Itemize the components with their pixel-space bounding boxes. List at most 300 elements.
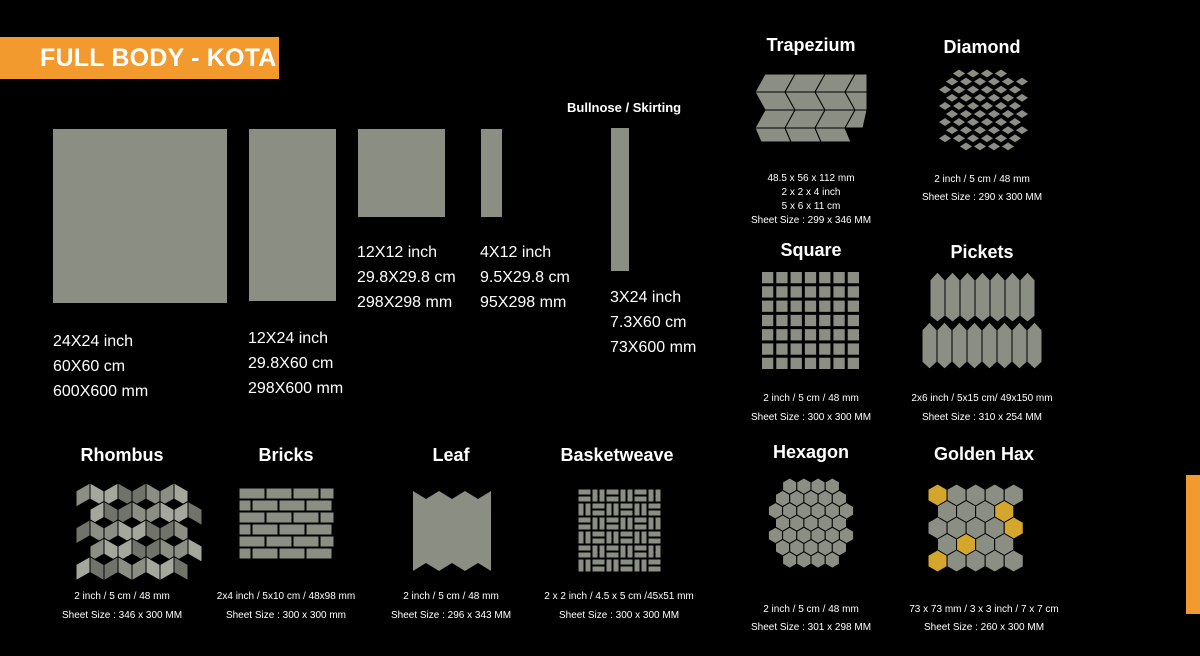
mosaic-piece [606,496,619,502]
spec-line: 4X12 inch [480,244,552,261]
mosaic-piece [599,517,605,530]
caption-line: 2x6 inch / 5x15 cm/ 49x150 mm [911,393,1053,404]
mosaic-piece [959,126,973,135]
caption-line: 2 inch / 5 cm / 48 mm [403,591,499,602]
mosaic-piece [306,524,332,535]
mosaic-piece [634,496,647,502]
mosaic-piece [776,286,788,298]
caption-line: 2 inch / 5 cm / 48 mm [74,591,170,602]
mosaic-piece [776,272,788,284]
basketweave-caption [544,587,694,625]
mosaic-piece [959,93,973,102]
mosaic-piece [620,566,633,572]
rhombus-mosaic [80,483,164,579]
mosaic-piece [833,329,845,341]
spec-line: 7.3X60 cm [610,314,687,331]
mosaic-piece [937,322,952,369]
mosaic-piece [975,272,990,322]
bullnose-label: Bullnose / Skirting [567,100,682,115]
diamond-mosaic [938,69,1028,155]
mosaic-piece [606,559,612,572]
caption-line: Sheet Size : 300 x 300 mm [225,610,347,621]
mosaic-piece [847,329,859,341]
mosaic-piece [266,488,292,499]
mosaic-piece [847,286,859,298]
mosaic-piece [279,524,305,535]
mosaic-piece [592,538,605,544]
diamond-caption [922,171,1042,207]
mosaic-piece [1008,134,1022,143]
caption-line: 2 x 2 x 4 inch [781,187,841,198]
mosaic-piece [790,314,802,326]
spec-12x24 [248,326,343,401]
spec-3x24 [610,285,696,360]
goldenhax-mosaic [928,480,1032,578]
caption-line: Sheet Size : 310 x 254 MM [921,412,1043,423]
tile-12x12 [358,129,445,217]
mosaic-piece [293,488,319,499]
mosaic-piece [938,85,952,94]
mosaic-piece [790,300,802,312]
mosaic-piece [578,524,591,530]
goldenhax-caption [909,601,1059,637]
caption-line: 48.5 x 56 x 112 mm [767,173,855,184]
mosaic-piece [578,489,591,495]
mosaic-piece [922,322,937,369]
mosaic-piece [980,69,994,78]
mosaic-piece [592,566,605,572]
spec-line: 12X24 inch [248,330,329,347]
mosaic-piece [776,357,788,369]
caption-line: Sheet Size : 260 x 300 MM [923,622,1045,633]
caption-line: 2x4 inch / 5x10 cm / 48x98 mm [216,591,356,602]
mosaic-piece [90,557,104,581]
mosaic-piece [585,559,591,572]
mosaic-piece [790,286,802,298]
hexagon-title: Hexagon [772,442,850,462]
diamond-title: Diamond [943,37,1021,57]
caption-line: 73 x 73 mm / 3 x 3 inch / 7 x 7 cm [909,604,1059,615]
tile-24x24 [53,129,227,303]
mosaic-piece [762,357,774,369]
mosaic-piece [938,134,952,143]
mosaic-piece [578,517,591,523]
mosaic-piece [146,557,160,581]
mosaic-piece [804,314,816,326]
mosaic-piece [613,531,619,544]
square-title: Square [780,240,842,260]
mosaic-piece [833,286,845,298]
mosaic-piece [160,557,174,581]
mosaic-piece [980,101,994,110]
mosaic-piece [980,134,994,143]
mosaic-piece [952,322,967,369]
mosaic-piece [980,118,994,127]
trapezium-title: Trapezium [766,35,856,55]
mosaic-piece [613,559,619,572]
mosaic-piece [599,489,605,502]
mosaic-piece [1001,93,1015,102]
mosaic-piece [994,69,1008,78]
mosaic-piece [819,314,831,326]
mosaic-piece [938,101,952,110]
mosaic-piece [790,272,802,284]
mosaic-piece [252,500,278,511]
mosaic-piece [797,552,811,568]
mosaic-piece [973,77,987,86]
mosaic-piece [578,531,584,544]
caption-line: Sheet Size : 296 x 343 MM [390,610,512,621]
mosaic-piece [973,126,987,135]
mosaic-piece [627,489,633,502]
mosaic-piece [620,538,633,544]
mosaic-piece [847,343,859,355]
mosaic-piece [578,559,584,572]
pickets-title: Pickets [950,242,1014,262]
mosaic-piece [1001,142,1015,151]
spec-line: 298X600 mm [248,380,344,397]
pickets-mosaic [922,272,1044,370]
mosaic-piece [239,524,251,535]
mosaic-piece [762,329,774,341]
mosaic-piece [655,489,661,502]
mosaic-piece [279,500,305,511]
mosaic-piece [239,548,251,559]
mosaic-piece [1008,101,1022,110]
mosaic-piece [833,357,845,369]
tile-12x24 [249,129,336,301]
mosaic-piece [578,552,591,558]
mosaic-piece [239,512,265,523]
mosaic-piece [783,552,797,568]
mosaic-piece [959,110,973,119]
mosaic-piece [620,545,626,558]
mosaic-piece [833,272,845,284]
mosaic-piece [804,343,816,355]
caption-line: Sheet Size : 300 x 300 MM [558,610,680,621]
mosaic-piece [648,566,661,572]
spec-line: 12X12 inch [357,244,438,261]
spec-line: 9.5X29.8 cm [480,269,570,286]
mosaic-piece [790,357,802,369]
caption-line: Sheet Size : 346 x 300 MM [61,610,183,621]
mosaic-piece [188,501,202,525]
mosaic-piece [762,314,774,326]
spec-line: 3X24 inch [610,289,682,306]
mosaic-piece [606,531,612,544]
mosaic-piece [606,552,619,558]
mosaic-piece [1001,77,1015,86]
caption-line: Sheet Size : 301 x 298 MM [750,622,872,633]
mosaic-piece [592,503,605,509]
mosaic-piece [833,343,845,355]
mosaic-piece [641,503,647,516]
mosaic-piece [987,142,1001,151]
mosaic-piece [655,545,661,558]
side-accent-bar [1186,475,1200,614]
mosaic-piece [762,343,774,355]
mosaic-piece [592,489,598,502]
mosaic-piece [966,69,980,78]
basketweave-title: Basketweave [560,445,674,465]
mosaic-piece [819,357,831,369]
mosaic-piece [959,142,973,151]
caption-line: 2 inch / 5 cm / 48 mm [934,174,1030,185]
mosaic-piece [634,503,640,516]
mosaic-piece [606,524,619,530]
mosaic-piece [620,510,633,516]
mosaic-piece [762,272,774,284]
mosaic-piece [945,93,959,102]
mosaic-piece [634,489,647,495]
mosaic-piece [648,489,654,502]
mosaic-piece [776,314,788,326]
mosaic-piece [762,286,774,298]
mosaic-piece [606,503,612,516]
mosaic-piece [819,286,831,298]
mosaic-piece [973,93,987,102]
mosaic-piece [1012,322,1027,369]
mosaic-piece [990,272,1005,322]
mosaic-piece [966,134,980,143]
mosaic-piece [239,500,251,511]
mosaic-piece [1005,272,1020,322]
mosaic-piece [947,550,966,572]
mosaic-piece [973,110,987,119]
mosaic-piece [952,118,966,127]
mosaic-piece [967,322,982,369]
mosaic-piece [819,329,831,341]
mosaic-piece [930,272,945,322]
pickets-caption [911,389,1052,427]
caption-line: Sheet Size : 290 x 300 MM [921,192,1043,203]
mosaic-piece [966,101,980,110]
mosaic-piece [620,503,633,509]
mosaic-piece [592,545,598,558]
mosaic-piece [833,300,845,312]
mosaic-piece [945,110,959,119]
spec-24x24 [53,329,148,404]
tile-4x12 [481,129,502,217]
mosaic-piece [620,517,626,530]
caption-line: 5 x 6 x 11 cm [781,201,841,212]
bricks-caption [217,587,355,625]
mosaic-piece [987,110,1001,119]
tile-3x24 [611,128,629,271]
spec-line: 60X60 cm [53,358,126,375]
mosaic-piece [592,559,605,565]
bricks-mosaic [239,488,335,560]
header-banner [0,37,279,79]
mosaic-piece [320,512,334,523]
mosaic-piece [997,322,1012,369]
trapezium-caption [751,172,871,228]
mosaic-piece [847,314,859,326]
mosaic-piece [994,101,1008,110]
mosaic-piece [776,343,788,355]
mosaic-piece [648,531,661,537]
mosaic-piece [960,272,975,322]
spec-12x12 [357,240,456,315]
leaf-title: Leaf [432,445,470,465]
mosaic-piece [634,524,647,530]
mosaic-piece [613,503,619,516]
spec-line: 29.8X60 cm [248,355,334,372]
square-caption [751,389,871,427]
mosaic-piece [952,69,966,78]
mosaic-piece [252,548,278,559]
mosaic-piece [987,77,1001,86]
mosaic-piece [966,85,980,94]
mosaic-piece [804,329,816,341]
square-mosaic [761,271,861,371]
mosaic-piece [174,557,188,581]
mosaic-piece [847,300,859,312]
mosaic-piece [592,517,598,530]
mosaic-piece [592,510,605,516]
trapezium-mosaic [755,72,867,144]
mosaic-piece [634,545,647,551]
mosaic-piece [776,329,788,341]
mosaic-piece [293,512,319,523]
mosaic-piece [804,357,816,369]
mosaic-piece [952,101,966,110]
mosaic-piece [239,536,265,547]
mosaic-piece [648,503,661,509]
page-title: FULL BODY - KOTA [40,44,277,72]
mosaic-piece [819,272,831,284]
mosaic-piece [634,531,640,544]
mosaic-piece [266,512,292,523]
caption-line: 2 x 2 inch / 4.5 x 5 cm /45x51 mm [544,591,694,602]
mosaic-piece [1020,272,1035,322]
mosaic-piece [952,134,966,143]
basketweave-mosaic [578,489,662,573]
mosaic-piece [585,531,591,544]
mosaic-piece [104,557,118,581]
mosaic-piece [1001,126,1015,135]
mosaic-piece [293,536,319,547]
mosaic-piece [938,118,952,127]
mosaic-piece [985,550,1004,572]
spec-line: 95X298 mm [480,294,567,311]
mosaic-piece [994,85,1008,94]
mosaic-piece [987,93,1001,102]
mosaic-piece [776,300,788,312]
mosaic-piece [641,559,647,572]
caption-line: 2 inch / 5 cm / 48 mm [763,604,859,615]
hexagon-mosaic [759,476,863,576]
mosaic-piece [648,545,654,558]
mosaic-piece [599,545,605,558]
mosaic-piece [952,85,966,94]
mosaic-piece [825,552,839,568]
mosaic-piece [1015,93,1029,102]
mosaic-piece [266,536,292,547]
mosaic-piece [320,488,334,499]
mosaic-piece [811,552,825,568]
goldenhax-title: Golden Hax [933,444,1035,464]
mosaic-piece [188,538,202,562]
mosaic-piece [987,126,1001,135]
spec-line: 600X600 mm [53,383,149,400]
mosaic-piece [833,314,845,326]
mosaic-piece [252,524,278,535]
mosaic-piece [928,550,947,572]
mosaic-piece [655,517,661,530]
mosaic-piece [627,545,633,558]
mosaic-piece [592,531,605,537]
mosaic-piece [132,557,146,581]
mosaic-piece [966,550,985,572]
mosaic-piece [959,77,973,86]
mosaic-piece [620,489,626,502]
mosaic-piece [1008,85,1022,94]
mosaic-piece [76,557,90,581]
mosaic-piece [620,559,633,565]
mosaic-piece [306,548,332,559]
mosaic-piece [966,118,980,127]
mosaic-piece [306,500,332,511]
spec-line: 298X298 mm [357,294,453,311]
rhombus-title: Rhombus [80,445,164,465]
mosaic-piece [847,272,859,284]
caption-line: Sheet Size : 300 x 300 MM [750,412,872,423]
mosaic-piece [994,118,1008,127]
leaf-mosaic [413,487,491,575]
mosaic-piece [1004,550,1023,572]
mosaic-piece [945,272,960,322]
mosaic-piece [1008,118,1022,127]
mosaic-piece [1001,110,1015,119]
hexagon-caption [751,601,871,637]
mosaic-piece [804,286,816,298]
mosaic-piece [239,488,265,499]
mosaic-piece [790,343,802,355]
spec-line: 29.8X29.8 cm [357,269,456,286]
caption-line: Sheet Size : 299 x 346 MM [750,215,872,226]
mosaic-piece [1015,110,1029,119]
mosaic-piece [945,126,959,135]
mosaic-piece [648,559,661,565]
mosaic-piece [790,329,802,341]
leaf-caption [391,587,511,625]
mosaic-piece [634,559,640,572]
mosaic-piece [1027,322,1042,369]
mosaic-piece [634,552,647,558]
mosaic-piece [620,531,633,537]
mosaic-piece [76,520,90,544]
spec-line: 24X24 inch [53,333,134,350]
mosaic-piece [973,142,987,151]
mosaic-piece [982,322,997,369]
spec-4x12 [480,240,570,315]
mosaic-piece [819,300,831,312]
mosaic-piece [1015,77,1029,86]
mosaic-piece [606,489,619,495]
mosaic-piece [847,357,859,369]
mosaic-piece [648,517,654,530]
mosaic-piece [634,517,647,523]
mosaic-piece [118,557,132,581]
mosaic-piece [819,343,831,355]
caption-line: 2 inch / 5 cm / 48 mm [763,393,859,404]
mosaic-piece [980,85,994,94]
mosaic-piece [648,538,661,544]
mosaic-piece [606,545,619,551]
mosaic-piece [641,531,647,544]
mosaic-piece [606,517,619,523]
